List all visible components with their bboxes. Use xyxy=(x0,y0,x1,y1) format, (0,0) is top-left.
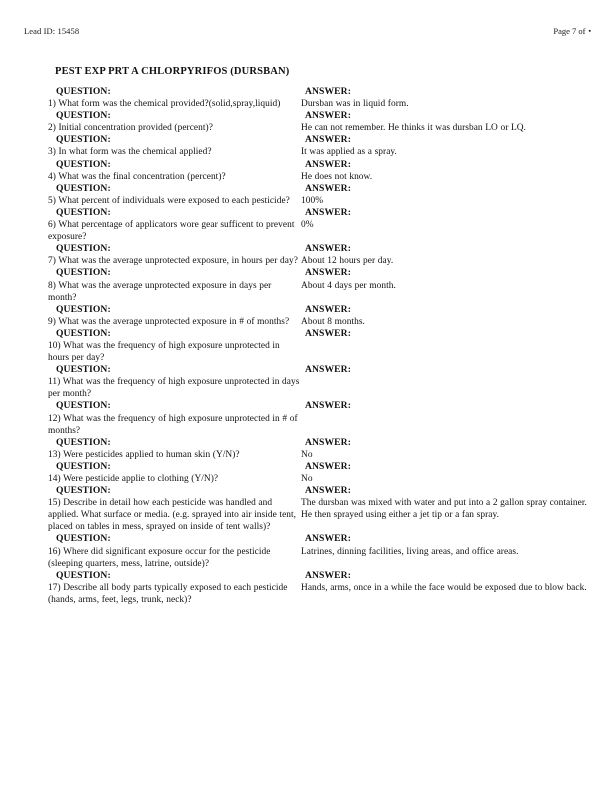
answer-text: Hands, arms, once in a while the face would be exposed due to blow back. xyxy=(301,582,587,593)
question-text: 2) Initial concentration provided (percent)? xyxy=(48,123,213,134)
answer-cell xyxy=(300,328,588,352)
answer-cell xyxy=(300,437,588,461)
question-text: 1) What form was the chemical provided?(solid,spray,liquid) xyxy=(48,99,281,110)
answer-text: About 4 days per month. xyxy=(301,280,396,291)
answer-text xyxy=(300,376,588,388)
question-label: QUESTION: xyxy=(56,327,111,339)
qa-row xyxy=(48,485,588,533)
question-cell xyxy=(48,364,300,400)
answer-label: ANSWER: xyxy=(305,400,352,412)
question-label: QUESTION: xyxy=(56,460,111,472)
answer-text: It was applied as a spray. xyxy=(301,147,397,158)
qa-row xyxy=(48,86,588,110)
answer-label: ANSWER: xyxy=(305,206,352,218)
qa-row xyxy=(48,400,588,436)
answer-label: ANSWER: xyxy=(305,110,352,122)
qa-row xyxy=(48,364,588,400)
question-cell xyxy=(48,570,300,606)
question-cell xyxy=(48,110,300,134)
question-label: QUESTION: xyxy=(56,400,111,412)
answer-cell xyxy=(300,267,588,291)
lead-id-text: Lead ID: 15458 xyxy=(24,26,80,36)
question-text: 9) What was the average unprotected exposure in # of months? xyxy=(48,316,290,327)
question-text: 7) What was the average unprotected exposure, in hours per day? xyxy=(48,256,298,267)
question-cell xyxy=(48,304,300,328)
question-cell xyxy=(48,267,300,303)
answer-label: ANSWER: xyxy=(305,327,352,339)
answer-text: He does not know. xyxy=(301,171,373,182)
question-text: 13) Were pesticides applied to human skin (Y/N)? xyxy=(48,449,240,460)
answer-text: Latrines, dinning facilities, living areas, and office areas. xyxy=(301,546,519,557)
answer-cell xyxy=(300,400,588,424)
qa-row xyxy=(48,328,588,364)
question-text: 10) What was the frequency of high exposure unprotected in hours per day? xyxy=(48,340,280,364)
answer-cell xyxy=(300,86,588,110)
question-text: 4) What was the final concentration (percent)? xyxy=(48,171,226,182)
question-label: QUESTION: xyxy=(56,158,111,170)
answer-cell xyxy=(300,485,588,521)
answer-label: ANSWER: xyxy=(305,364,352,376)
answer-cell xyxy=(300,304,588,328)
question-label: QUESTION: xyxy=(56,303,111,315)
answer-text: The dursban was mixed with water and put into a 2 gallon spray container. He then sprayed using either a jet tip or a fan spray. xyxy=(301,498,587,521)
answer-label: ANSWER: xyxy=(305,569,352,581)
answer-text: No xyxy=(301,449,313,460)
answer-text: About 12 hours per day. xyxy=(301,256,394,267)
answer-cell xyxy=(300,364,588,388)
page-total-mark: ▪ xyxy=(588,27,591,35)
answer-label: ANSWER: xyxy=(305,134,352,146)
question-text: 17) Describe all body parts typically exposed to each pesticide (hands, arms, feet, legs, trunk, neck)? xyxy=(48,582,288,605)
question-label: QUESTION: xyxy=(56,134,111,146)
qa-row xyxy=(48,110,588,134)
answer-text: 0% xyxy=(301,220,314,231)
qa-row xyxy=(48,533,588,569)
qa-row xyxy=(48,134,588,158)
answer-cell xyxy=(300,110,588,134)
answer-label: ANSWER: xyxy=(305,158,352,170)
page-number xyxy=(553,26,591,36)
answer-label: ANSWER: xyxy=(305,436,352,448)
question-cell xyxy=(48,328,300,364)
page-header xyxy=(0,26,611,42)
answer-cell xyxy=(300,183,588,207)
question-cell xyxy=(48,533,300,569)
question-text: 6) What percentage of applicators wore gear sufficent to prevent exposure? xyxy=(48,220,295,243)
page-number-label: Page 7 of xyxy=(553,26,586,36)
question-label: QUESTION: xyxy=(56,436,111,448)
qa-row xyxy=(48,183,588,207)
answer-text: 100% xyxy=(301,195,324,206)
question-label: QUESTION: xyxy=(56,485,111,497)
question-cell xyxy=(48,485,300,533)
answer-label: ANSWER: xyxy=(305,485,352,497)
answer-label: ANSWER: xyxy=(305,533,352,545)
answer-cell xyxy=(300,159,588,183)
question-label: QUESTION: xyxy=(56,267,111,279)
question-cell xyxy=(48,159,300,183)
question-label: QUESTION: xyxy=(56,86,111,97)
question-label: QUESTION: xyxy=(56,533,111,545)
question-label: QUESTION: xyxy=(56,110,111,122)
answer-label: ANSWER: xyxy=(305,460,352,472)
qa-row xyxy=(48,267,588,303)
question-cell xyxy=(48,207,300,243)
question-label: QUESTION: xyxy=(56,364,111,376)
answer-label: ANSWER: xyxy=(305,182,352,194)
question-label: QUESTION: xyxy=(56,243,111,255)
question-cell xyxy=(48,243,300,267)
answer-label: ANSWER: xyxy=(305,243,352,255)
answer-cell xyxy=(300,134,588,158)
answer-text: No xyxy=(301,474,313,484)
question-text: 3) In what form was the chemical applied? xyxy=(48,147,212,158)
question-text: 16) Where did significant exposure occur for the pesticide (sleeping quarters, mess, latrine, outside)? xyxy=(48,546,271,569)
answer-text: Dursban was in liquid form. xyxy=(301,99,409,110)
question-text: 14) Were pesticide applie to clothing (Y/N)? xyxy=(48,474,219,484)
answer-cell xyxy=(300,207,588,231)
qa-list xyxy=(48,86,588,606)
question-text: 12) What was the frequency of high exposure unprotected in # of months? xyxy=(48,413,298,436)
answer-label: ANSWER: xyxy=(305,303,352,315)
answer-label: ANSWER: xyxy=(305,86,352,97)
question-text: 15) Describe in detail how each pesticide was handled and applied. What surface or media. (e.g. sprayed into air inside tent, placed on tables in mess, sprayed on inside of tent walls)? xyxy=(48,498,297,533)
qa-row xyxy=(48,570,588,606)
qa-row xyxy=(48,437,588,461)
qa-row xyxy=(48,159,588,183)
question-text: 11) What was the frequency of high exposure unprotected in days per month? xyxy=(48,377,300,400)
qa-row xyxy=(48,207,588,243)
question-cell xyxy=(48,183,300,207)
qa-row xyxy=(48,243,588,267)
question-cell xyxy=(48,461,300,485)
question-label: QUESTION: xyxy=(56,182,111,194)
answer-cell xyxy=(300,570,588,594)
question-text: 8) What was the average unprotected exposure in days per month? xyxy=(48,280,272,303)
question-label: QUESTION: xyxy=(56,569,111,581)
answer-cell xyxy=(300,533,588,557)
question-cell xyxy=(48,437,300,461)
question-cell xyxy=(48,134,300,158)
answer-label: ANSWER: xyxy=(305,267,352,279)
question-label: QUESTION: xyxy=(56,206,111,218)
question-cell xyxy=(48,400,300,436)
question-cell xyxy=(48,86,300,110)
page-title: PEST EXP PRT A CHLORPYRIFOS (DURSBAN) xyxy=(55,66,290,77)
qa-row xyxy=(48,304,588,328)
question-text: 5) What percent of individuals were exposed to each pesticide? xyxy=(48,195,290,206)
answer-text xyxy=(300,340,588,352)
qa-row xyxy=(48,461,588,485)
answer-text: He can not remember. He thinks it was dursban LO or LQ. xyxy=(301,123,526,134)
answer-cell xyxy=(300,461,588,485)
answer-text: About 8 months. xyxy=(301,316,365,327)
answer-cell xyxy=(300,243,588,267)
answer-text xyxy=(300,413,588,425)
